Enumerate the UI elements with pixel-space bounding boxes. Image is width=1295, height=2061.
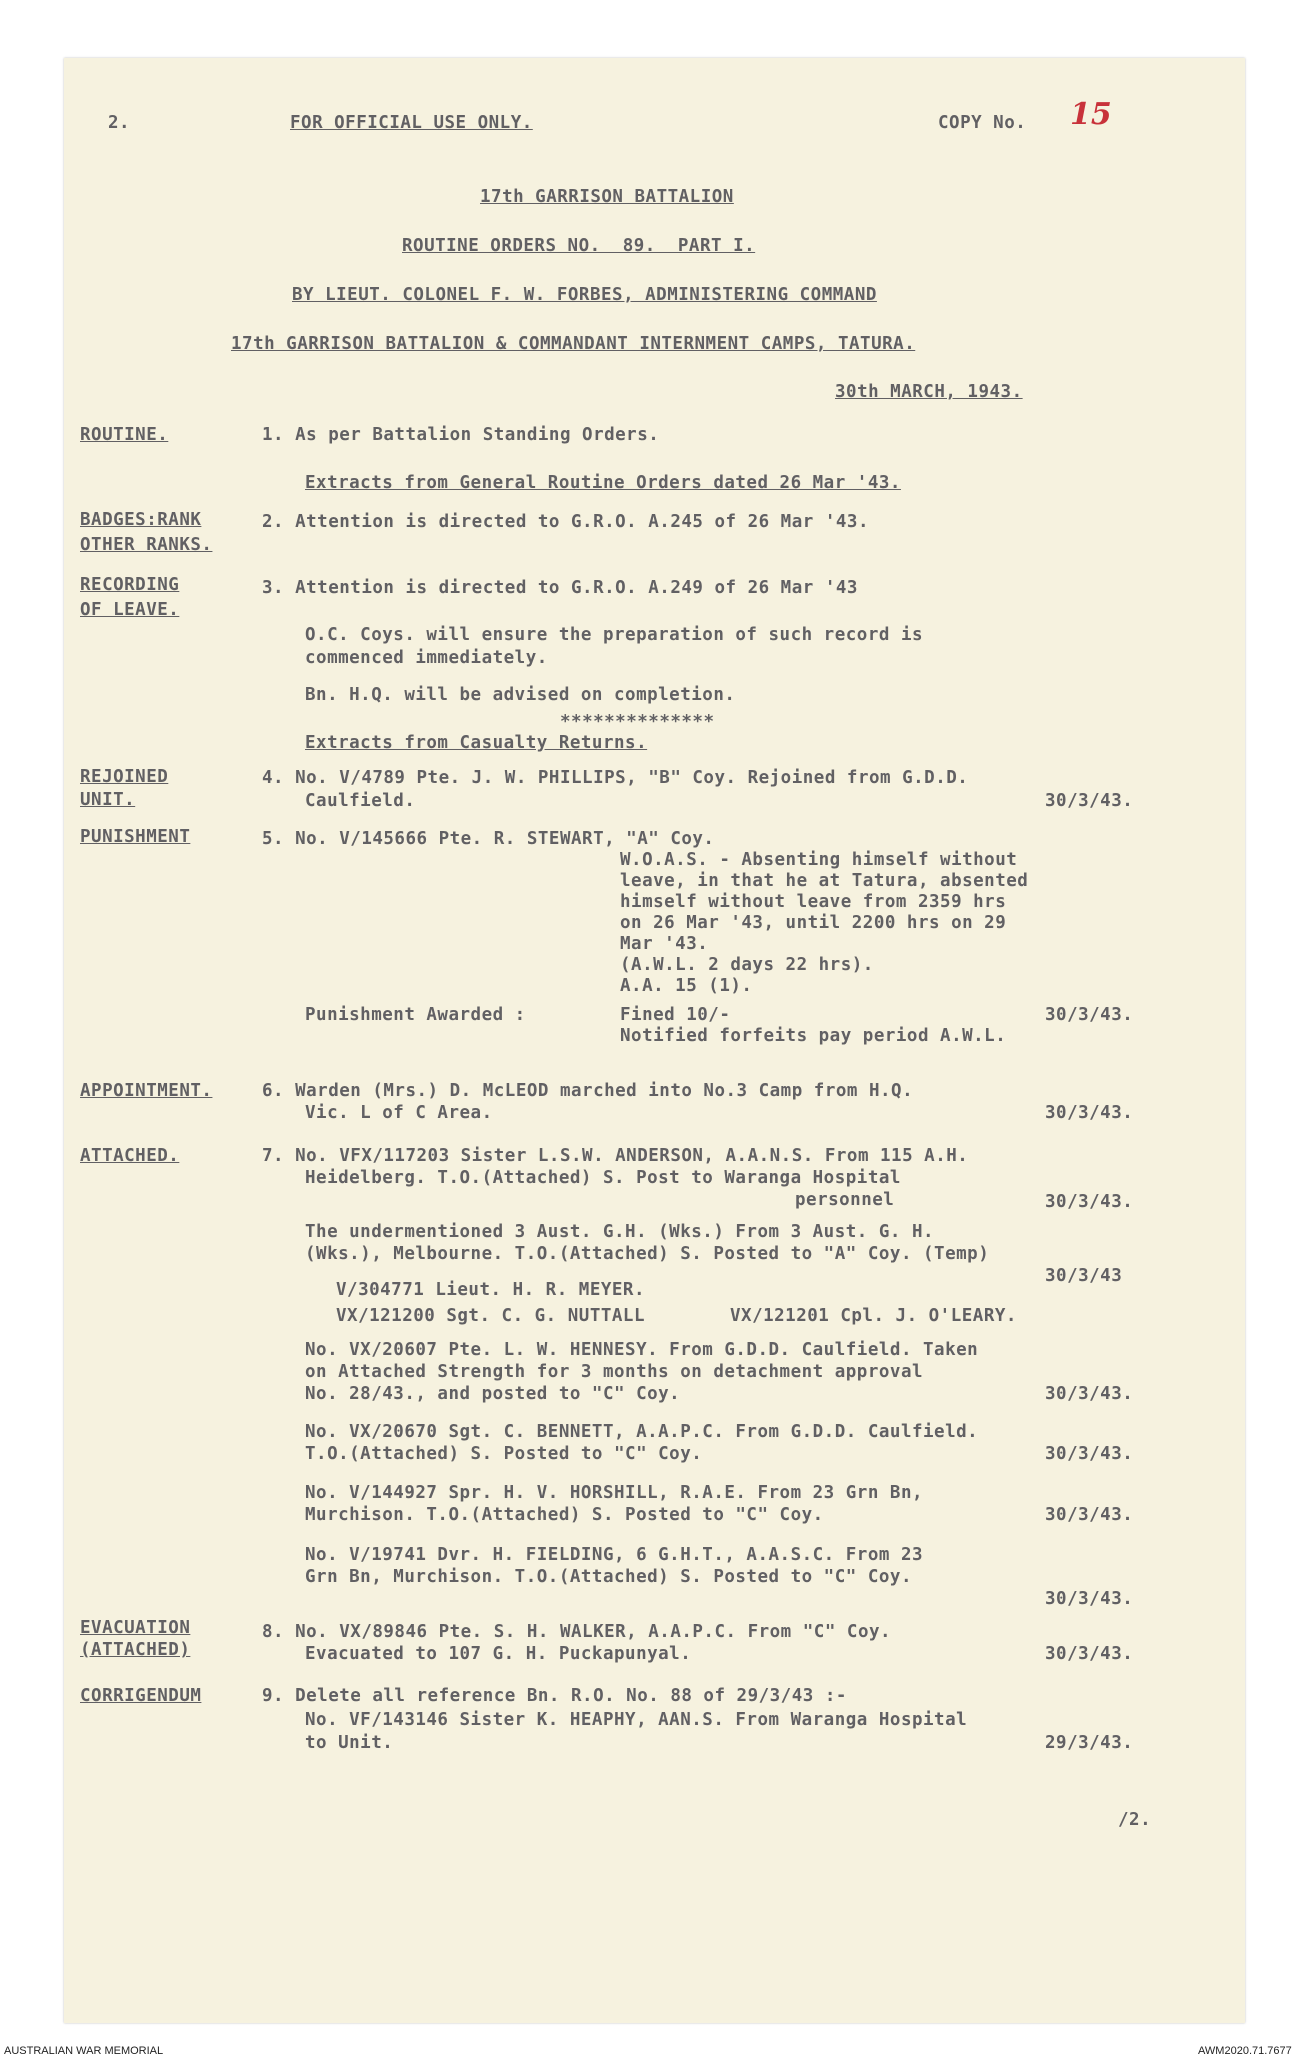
title-command-scope: 17th GARRISON BATTALION & COMMANDANT INTERNMENT CAMPS, TATURA. xyxy=(231,334,916,354)
item-5-line5: on 26 Mar '43, until 2200 hrs on 29 xyxy=(620,913,1007,933)
item-9-line3: to Unit. xyxy=(305,1733,394,1753)
item-8-line2: Evacuated to 107 G. H. Puckapunyal. xyxy=(305,1644,692,1664)
item-5-line4: himself without leave from 2359 hrs xyxy=(620,892,1007,912)
heading-leave-1: RECORDING xyxy=(80,575,180,595)
continued-marker: /2. xyxy=(1118,1810,1152,1830)
item-3-line1: 3. Attention is directed to G.R.O. A.249 of 26 Mar '43 xyxy=(262,578,858,598)
item-7-p5-date: 30/3/43. xyxy=(1045,1505,1134,1525)
heading-routine: ROUTINE. xyxy=(80,425,169,445)
item-3-line3: commenced immediately. xyxy=(305,648,548,668)
heading-rejoined-2: UNIT. xyxy=(80,790,136,810)
item-7-p4-line2: T.O.(Attached) S. Posted to "C" Coy. xyxy=(305,1444,703,1464)
item-7-p3-date: 30/3/43. xyxy=(1045,1384,1134,1404)
item-7-p5-line2: Murchison. T.O.(Attached) S. Posted to "C" Coy. xyxy=(305,1505,824,1525)
item-6-line1: 6. Warden (Mrs.) D. McLEOD marched into No.3 Camp from H.Q. xyxy=(262,1081,914,1101)
item-4-date: 30/3/43. xyxy=(1045,791,1134,811)
item-7-p3-line3: No. 28/43., and posted to "C" Coy. xyxy=(305,1384,681,1404)
extracts-gro: Extracts from General Routine Orders dated 26 Mar '43. xyxy=(305,473,901,493)
item-5-date: 30/3/43. xyxy=(1045,1005,1134,1025)
item-5-line7: (A.W.L. 2 days 22 hrs). xyxy=(620,955,874,975)
copy-number-handwritten: 15 xyxy=(1070,97,1112,132)
item-6-date: 30/3/43. xyxy=(1045,1103,1134,1123)
item-4-line2: Caulfield. xyxy=(305,791,416,811)
item-5-line1: 5. No. V/145666 Pte. R. STEWART, "A" Coy. xyxy=(262,829,715,849)
item-7-p2-name3: VX/121201 Cpl. J. O'LEARY. xyxy=(730,1306,1017,1326)
item-5-line2: W.O.A.S. - Absenting himself without xyxy=(620,850,1018,870)
extracts-casualty: Extracts from Casualty Returns. xyxy=(305,733,648,753)
footer-accession-number: AWM2020.71.7677 xyxy=(1198,2045,1292,2057)
heading-appointment: APPOINTMENT. xyxy=(80,1081,213,1101)
order-date: 30th MARCH, 1943. xyxy=(835,382,1023,402)
title-unit: 17th GARRISON BATTALION xyxy=(480,187,734,207)
item-7-p1-date: 30/3/43. xyxy=(1045,1192,1134,1212)
item-5-line3: leave, in that he at Tatura, absented xyxy=(620,871,1029,891)
heading-badges-1: BADGES:RANK xyxy=(80,510,202,530)
item-7-p2-date: 30/3/43 xyxy=(1045,1266,1123,1286)
title-commander: BY LIEUT. COLONEL F. W. FORBES, ADMINISTERING COMMAND xyxy=(292,285,877,305)
item-9-line2: No. VF/143146 Sister K. HEAPHY, AAN.S. From Waranga Hospital xyxy=(305,1710,968,1730)
item-7-p6-date: 30/3/43. xyxy=(1045,1589,1134,1609)
item-7-p3-line2: on Attached Strength for 3 months on detachment approval xyxy=(305,1362,924,1382)
item-7-p2-name2: VX/121200 Sgt. C. G. NUTTALL xyxy=(336,1306,646,1326)
punishment-awarded-value: Fined 10/- xyxy=(620,1005,731,1025)
item-8-date: 30/3/43. xyxy=(1045,1644,1134,1664)
item-8-line1: 8. No. VX/89846 Pte. S. H. WALKER, A.A.P.C. From "C" Coy. xyxy=(262,1622,892,1642)
heading-badges-2: OTHER RANKS. xyxy=(80,535,213,555)
item-7-p3-line1: No. VX/20607 Pte. L. W. HENNESY. From G.D.D. Caulfield. Taken xyxy=(305,1340,979,1360)
item-5-line9: Notified forfeits pay period A.W.L. xyxy=(620,1026,1007,1046)
heading-leave-2: OF LEAVE. xyxy=(80,600,180,620)
heading-rejoined-1: REJOINED xyxy=(80,767,169,787)
item-5-line8: A.A. 15 (1). xyxy=(620,976,753,996)
item-4-line1: 4. No. V/4789 Pte. J. W. PHILLIPS, "B" Coy. Rejoined from G.D.D. xyxy=(262,768,969,788)
item-7-p4-date: 30/3/43. xyxy=(1045,1444,1134,1464)
item-7-p2-name1: V/304771 Lieut. H. R. MEYER. xyxy=(336,1280,646,1300)
item-9-line1: 9. Delete all reference Bn. R.O. No. 88 of 29/3/43 :- xyxy=(262,1686,847,1706)
item-7-p1-line3: personnel xyxy=(795,1190,895,1210)
item-7-p6-line2: Grn Bn, Murchison. T.O.(Attached) S. Posted to "C" Coy. xyxy=(305,1567,912,1587)
heading-corrigendum: CORRIGENDUM xyxy=(80,1686,202,1706)
security-marking: FOR OFFICIAL USE ONLY. xyxy=(290,113,533,133)
item-7-p1-line1: 7. No. VFX/117203 Sister L.S.W. ANDERSON, A.A.N.S. From 115 A.H. xyxy=(262,1146,969,1166)
item-7-p2-line1: The undermentioned 3 Aust. G.H. (Wks.) From 3 Aust. G. H. xyxy=(305,1222,935,1242)
section-separator: ************** xyxy=(560,712,715,732)
item-7-p6-line1: No. V/19741 Dvr. H. FIELDING, 6 G.H.T., A.A.S.C. From 23 xyxy=(305,1545,924,1565)
item-6-line2: Vic. L of C Area. xyxy=(305,1103,493,1123)
footer-institution: AUSTRALIAN WAR MEMORIAL xyxy=(4,2045,164,2057)
item-7-p2-line2: (Wks.), Melbourne. T.O.(Attached) S. Posted to "A" Coy. (Temp) xyxy=(305,1244,990,1264)
title-routine-orders: ROUTINE ORDERS NO. 89. PART I. xyxy=(402,236,756,256)
item-7-p4-line1: No. VX/20670 Sgt. C. BENNETT, A.A.P.C. From G.D.D. Caulfield. xyxy=(305,1422,979,1442)
item-7-p1-line2: Heidelberg. T.O.(Attached) S. Post to Waranga Hospital xyxy=(305,1168,901,1188)
heading-attached: ATTACHED. xyxy=(80,1146,180,1166)
item-3-line2: O.C. Coys. will ensure the preparation of such record is xyxy=(305,625,924,645)
item-2: 2. Attention is directed to G.R.O. A.245 of 26 Mar '43. xyxy=(262,512,869,532)
copy-label: COPY No. xyxy=(938,113,1027,133)
punishment-awarded-label: Punishment Awarded : xyxy=(305,1005,526,1025)
item-7-p5-line1: No. V/144927 Spr. H. V. HORSHILL, R.A.E. From 23 Grn Bn, xyxy=(305,1483,924,1503)
page-number: 2. xyxy=(108,113,131,133)
item-5-line6: Mar '43. xyxy=(620,934,709,954)
item-9-date: 29/3/43. xyxy=(1045,1733,1134,1753)
heading-evacuation-1: EVACUATION xyxy=(80,1618,191,1638)
item-3-line4: Bn. H.Q. will be advised on completion. xyxy=(305,685,736,705)
heading-evacuation-2: (ATTACHED) xyxy=(80,1640,191,1660)
heading-punishment: PUNISHMENT xyxy=(80,827,191,847)
item-1: 1. As per Battalion Standing Orders. xyxy=(262,425,660,445)
